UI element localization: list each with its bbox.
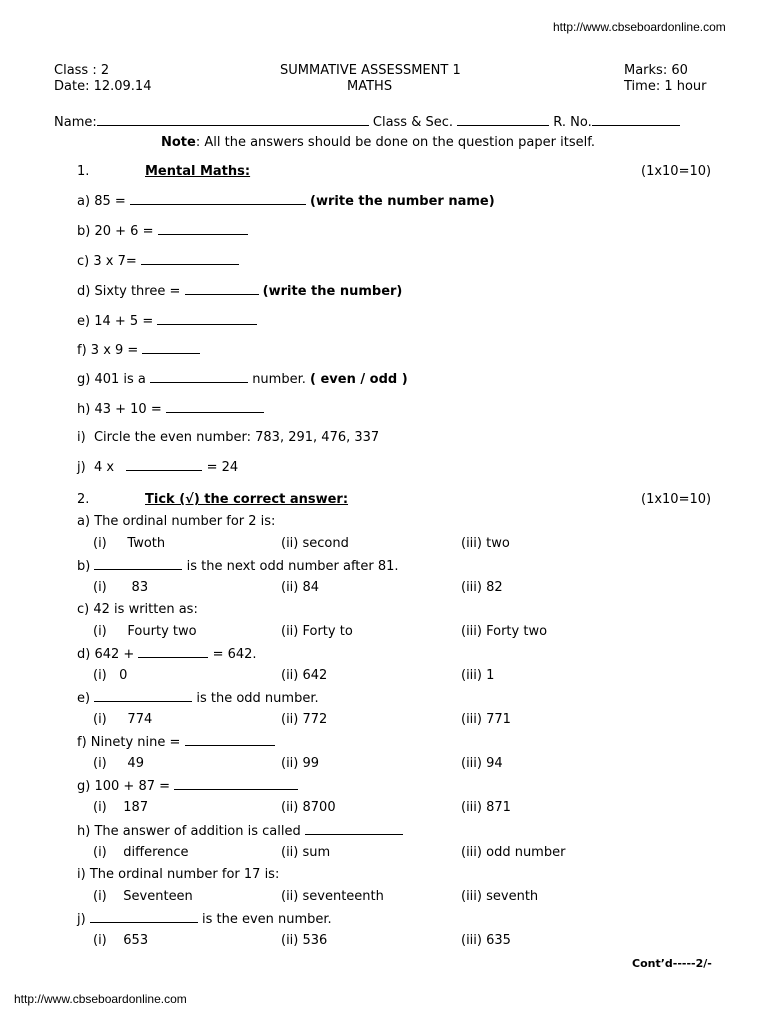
- option-3[interactable]: (iii) seventh: [461, 889, 539, 904]
- option-1[interactable]: (i) 653: [93, 933, 149, 948]
- name-label: Name:: [54, 115, 97, 130]
- option-1[interactable]: (i) Fourty two: [93, 624, 197, 639]
- q1-item-d: d) Sixty three = (write the number): [77, 284, 403, 299]
- q2-item-a: a) The ordinal number for 2 is:: [77, 514, 276, 529]
- name-blank[interactable]: [97, 114, 369, 126]
- q2-item-e: e) is the odd number.: [77, 691, 319, 706]
- answer-blank[interactable]: [126, 459, 202, 471]
- option-2[interactable]: (ii) 84: [281, 580, 320, 595]
- option-1[interactable]: (i) 83: [93, 580, 149, 595]
- answer-blank[interactable]: [94, 558, 182, 570]
- option-2[interactable]: (ii) 772: [281, 712, 328, 727]
- note-text: : All the answers should be done on the question paper itself.: [195, 135, 595, 150]
- option-1[interactable]: (i) 0: [93, 668, 128, 683]
- option-2[interactable]: (ii) 99: [281, 756, 320, 771]
- q2-item-g: g) 100 + 87 =: [77, 778, 298, 794]
- q2-item-f: f) Ninety nine =: [77, 734, 275, 750]
- answer-blank[interactable]: [305, 823, 403, 835]
- option-1[interactable]: (i) Seventeen: [93, 889, 193, 904]
- answer-blank[interactable]: [138, 646, 208, 658]
- option-1[interactable]: (i) difference: [93, 845, 189, 860]
- option-2[interactable]: (ii) 642: [281, 668, 328, 683]
- q1-item-f: f) 3 x 9 =: [77, 342, 200, 358]
- answer-blank[interactable]: [141, 253, 239, 265]
- option-3[interactable]: (iii) 871: [461, 800, 511, 815]
- q1-item-a: a) 85 = (write the number name): [77, 194, 495, 209]
- q2-item-d: d) 642 + = 642.: [77, 647, 257, 662]
- q1-title: Mental Maths:: [145, 164, 251, 179]
- q1-item-i: i) Circle the even number: 783, 291, 476, 337: [77, 430, 380, 445]
- option-1[interactable]: (i) 187: [93, 800, 149, 815]
- answer-blank[interactable]: [90, 911, 198, 923]
- q2-item-h: h) The answer of addition is called: [77, 823, 403, 839]
- option-1[interactable]: (i) Twoth: [93, 536, 166, 551]
- q2-item-i: i) The ordinal number for 17 is:: [77, 867, 280, 882]
- time-label: Time: 1 hour: [624, 79, 707, 94]
- option-3[interactable]: (iii) odd number: [461, 845, 566, 860]
- q1-item-h: h) 43 + 10 =: [77, 401, 264, 417]
- answer-blank[interactable]: [185, 734, 275, 746]
- student-info-line: [54, 114, 680, 130]
- class-label: Class : 2: [54, 63, 110, 78]
- answer-blank[interactable]: [142, 342, 200, 354]
- answer-blank[interactable]: [94, 690, 192, 702]
- q2-title: Tick (√) the correct answer:: [145, 492, 349, 507]
- answer-blank[interactable]: [158, 223, 248, 235]
- class-sec-blank[interactable]: [457, 114, 549, 126]
- header-url: http://www.cbseboardonline.com: [553, 20, 726, 34]
- q1-number: 1.: [77, 164, 90, 179]
- option-1[interactable]: (i) 49: [93, 756, 144, 771]
- note-label: Note: [161, 135, 196, 150]
- option-3[interactable]: (iii) 771: [461, 712, 511, 727]
- option-2[interactable]: (ii) second: [281, 536, 349, 551]
- q2-marks: (1x10=10): [641, 492, 712, 507]
- option-3[interactable]: (iii) 82: [461, 580, 503, 595]
- answer-blank[interactable]: [130, 193, 306, 205]
- answer-blank[interactable]: [166, 401, 264, 413]
- note: [161, 135, 595, 150]
- answer-blank[interactable]: [174, 778, 298, 790]
- option-2[interactable]: (ii) sum: [281, 845, 331, 860]
- option-3[interactable]: (iii) Forty two: [461, 624, 548, 639]
- subject-title: MATHS: [347, 79, 393, 94]
- q1-item-j: j) 4 x = 24: [77, 460, 239, 475]
- q1-marks: (1x10=10): [641, 164, 712, 179]
- q1-item-c: c) 3 x 7=: [77, 253, 239, 269]
- footer-url: http://www.cbseboardonline.com: [14, 992, 187, 1006]
- option-3[interactable]: (iii) two: [461, 536, 510, 551]
- answer-blank[interactable]: [150, 371, 248, 383]
- option-3[interactable]: (iii) 1: [461, 668, 495, 683]
- q2-item-c: c) 42 is written as:: [77, 602, 198, 617]
- option-2[interactable]: (ii) 536: [281, 933, 328, 948]
- option-3[interactable]: (iii) 635: [461, 933, 511, 948]
- date-label: Date: 12.09.14: [54, 79, 152, 94]
- q1-item-g: g) 401 is a number. ( even / odd ): [77, 372, 408, 387]
- option-2[interactable]: (ii) seventeenth: [281, 889, 384, 904]
- answer-blank[interactable]: [185, 283, 259, 295]
- q2-item-b: b) is the next odd number after 81.: [77, 559, 399, 574]
- q1-item-b: b) 20 + 6 =: [77, 223, 248, 239]
- q2-number: 2.: [77, 492, 90, 507]
- assessment-title: SUMMATIVE ASSESSMENT 1: [280, 63, 461, 78]
- option-1[interactable]: (i) 774: [93, 712, 153, 727]
- option-2[interactable]: (ii) 8700: [281, 800, 336, 815]
- option-3[interactable]: (iii) 94: [461, 756, 503, 771]
- q1-item-e: e) 14 + 5 =: [77, 313, 257, 329]
- class-sec-label: Class & Sec.: [372, 115, 454, 130]
- marks-label: Marks: 60: [624, 63, 688, 78]
- roll-no-blank[interactable]: [592, 114, 680, 126]
- answer-blank[interactable]: [157, 313, 257, 325]
- roll-no-label: R. No.: [553, 115, 592, 130]
- q2-item-j: j) is the even number.: [77, 912, 332, 927]
- option-2[interactable]: (ii) Forty to: [281, 624, 353, 639]
- continued-note: Cont’d-----2/-: [632, 957, 712, 970]
